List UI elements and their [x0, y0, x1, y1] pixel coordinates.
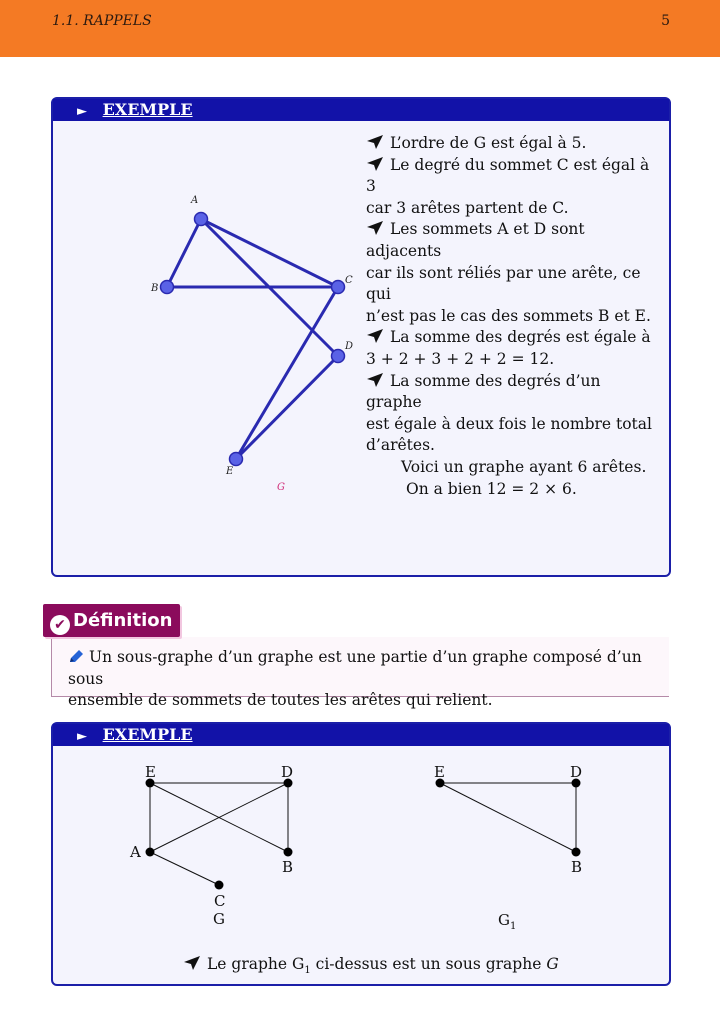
pointer-arrow-icon	[366, 134, 384, 150]
caption-g: G	[546, 955, 559, 973]
label-b: B	[151, 283, 159, 294]
line-degree: Le degré du sommet C est égal à 3	[366, 155, 650, 196]
line-order: L’ordre de G est égal à 5.	[390, 134, 587, 152]
line-sum-rule-2: est égale à deux fois le nombre total	[366, 414, 652, 433]
pointer-arrow-icon	[366, 328, 384, 344]
g-vertex-b	[284, 848, 293, 857]
label-c: C	[345, 275, 353, 286]
line-edges: Voici un graphe ayant 6 arêtes.	[401, 457, 647, 476]
triangle-right-icon: ►	[77, 104, 87, 119]
vertex-b	[161, 281, 174, 294]
g1-label-e: E	[434, 763, 445, 781]
example2-caption	[183, 954, 559, 982]
caption-sub: 1	[304, 965, 311, 977]
line-degree-2: car 3 arêtes partent de C.	[366, 198, 569, 217]
vertex-c	[332, 281, 345, 294]
g-label-d: D	[281, 763, 294, 781]
line-adjacent-3: n’est pas le cas des sommets B et E.	[366, 306, 651, 325]
example-title-bar	[53, 724, 669, 746]
g-name: G	[213, 910, 225, 928]
vertex-d	[332, 350, 345, 363]
line-sum: La somme des degrés est égale à	[390, 328, 651, 347]
pencil-icon	[68, 649, 85, 664]
graph-name-g: G	[277, 482, 285, 493]
example-title: EXEMPLE	[102, 725, 193, 744]
edge-ac	[201, 219, 338, 287]
g-label-b: B	[282, 858, 294, 876]
g1-label-b: B	[571, 858, 583, 876]
pointer-arrow-icon	[366, 372, 384, 388]
caption-text: Le graphe G	[207, 955, 305, 973]
g-vertex-c	[215, 881, 224, 890]
label-d: D	[345, 341, 354, 352]
page-number: 5	[661, 13, 670, 29]
example-box-2	[51, 722, 671, 986]
vertex-e	[230, 453, 243, 466]
label-a: A	[191, 195, 199, 206]
label-e: E	[226, 466, 234, 477]
line-sum-2: 3 + 2 + 3 + 2 + 2 = 12.	[366, 349, 555, 368]
definition-line-2: ensemble de sommets de toutes les arêtes qui relient.	[68, 691, 493, 709]
g-label-e: E	[145, 763, 156, 781]
line-adjacent-2: car ils sont réliés par une arête, ce qui	[366, 263, 641, 304]
definition-line-1: Un sous-graphe d’un graphe est une partie d’un graphe composé d’un sous	[68, 648, 642, 688]
g-vertex-a	[146, 848, 155, 857]
line-sum-rule: La somme des degrés d’un graphe	[366, 371, 601, 412]
definition-body	[51, 637, 669, 709]
graph-g-small	[53, 748, 669, 948]
example1-text	[366, 133, 652, 500]
definition-text	[68, 647, 668, 712]
definition-tag-label: Définition	[73, 610, 173, 631]
check-circle-icon: ✔	[50, 615, 70, 635]
line-check: On a bien 12 = 2 × 6.	[406, 479, 577, 498]
pointer-arrow-icon	[183, 955, 201, 971]
g-label-c: C	[214, 892, 226, 910]
example-title: EXEMPLE	[102, 100, 193, 119]
triangle-right-icon: ►	[77, 729, 87, 744]
g1-name: G	[498, 911, 510, 929]
g-label-a: A	[130, 843, 141, 861]
definition-tag	[43, 604, 180, 637]
line-adjacent: Les sommets A et D sont adjacents	[366, 220, 585, 260]
g1-vertex-b	[572, 848, 581, 857]
pointer-arrow-icon	[366, 156, 384, 172]
section-title: 1.1. RAPPELS	[52, 13, 152, 29]
line-sum-rule-3: d’arêtes.	[366, 436, 435, 455]
vertex-a	[195, 213, 208, 226]
g1-name-sub: 1	[510, 921, 517, 932]
caption-text-2: ci-dessus est un sous graphe	[310, 955, 547, 973]
edge-ab	[167, 219, 201, 287]
pointer-arrow-icon	[366, 220, 384, 236]
example-title-bar	[53, 99, 669, 121]
g1-label-d: D	[570, 763, 583, 781]
page-header	[0, 0, 720, 57]
example-box-1	[51, 97, 671, 577]
